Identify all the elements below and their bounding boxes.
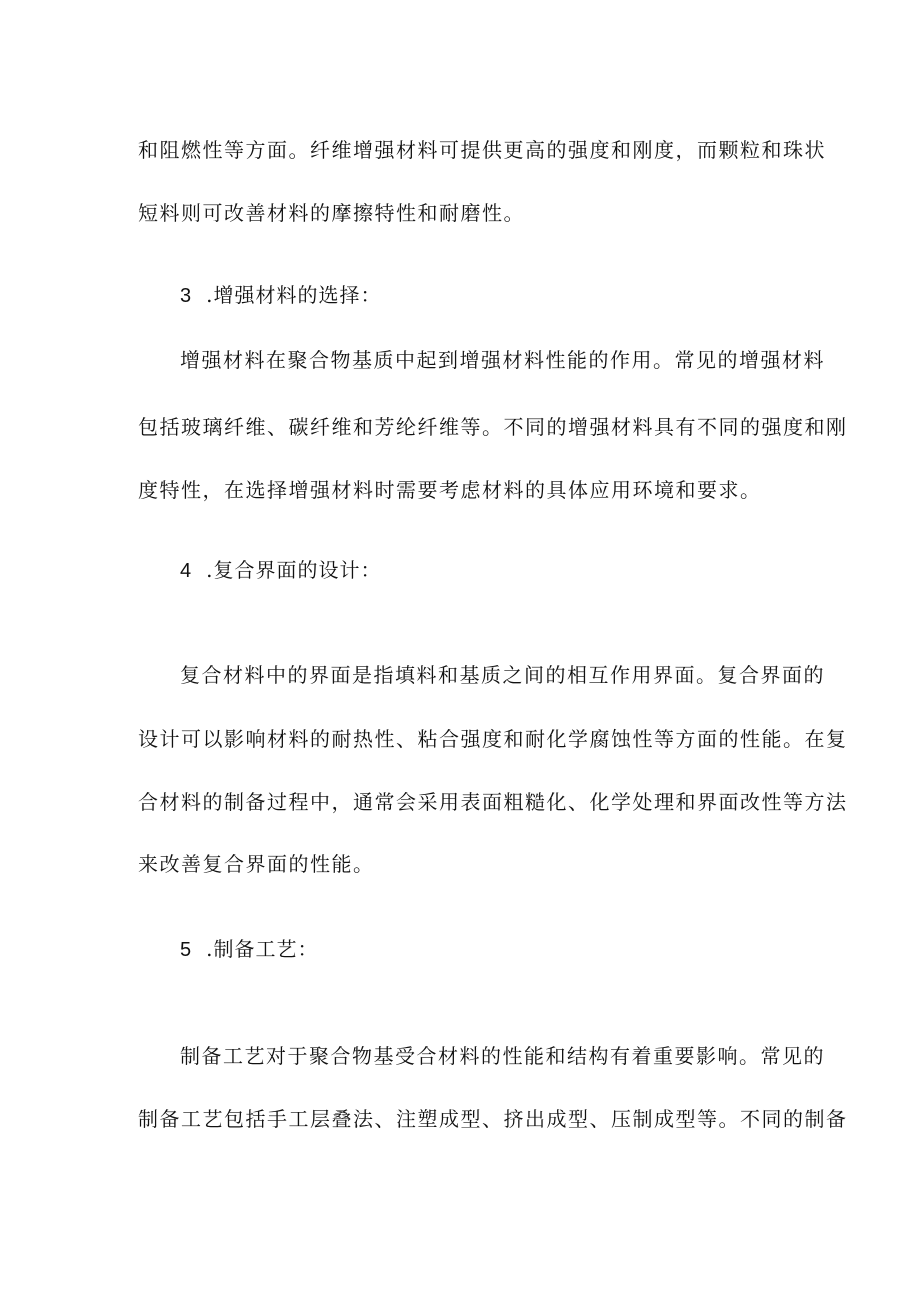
text-line: 设计可以影响材料的耐热性、粘合强度和耐化学腐蚀性等方面的性能。在复 [138, 727, 848, 751]
text-line: 和阻燃性等方面。纤维增强材料可提供更高的强度和刚度，而颗粒和珠状 [138, 138, 826, 162]
section-number: 5 [180, 939, 193, 961]
text-line: 制备工艺包括手工层叠法、注塑成型、挤出成型、压制成型等。不同的制备 [138, 1107, 848, 1131]
text-line: 制备工艺对于聚合物基受合材料的性能和结构有着重要影响。常见的 [180, 1044, 825, 1068]
section-heading-4 [180, 556, 840, 585]
section-number: 3 [180, 285, 193, 307]
section-title: .复合界面的设计： [206, 558, 382, 582]
text-line: 短料则可改善材料的摩擦特性和耐磨性。 [138, 201, 525, 225]
text-line: 包括玻璃纤维、碳纤维和芳纶纤维等。不同的增强材料具有不同的强度和刚 [138, 415, 848, 439]
text-line: 度特性，在选择增强材料时需要考虑材料的具体应用环境和要求。 [138, 478, 762, 502]
text-line: 来改善复合界面的性能。 [138, 852, 375, 876]
section-heading-3 [180, 281, 840, 310]
text-line: 增强材料在聚合物基质中起到增强材料性能的作用。常见的增强材料 [180, 348, 825, 372]
section-number: 4 [180, 560, 193, 582]
section-heading-5 [180, 935, 840, 964]
section-title: .制备工艺： [206, 937, 319, 961]
section-title: .增强材料的选择： [206, 283, 382, 307]
text-line: 复合材料中的界面是指填料和基质之间的相互作用界面。复合界面的 [180, 663, 825, 687]
text-line: 合材料的制备过程中，通常会采用表面粗糙化、化学处理和界面改性等方法 [138, 790, 848, 814]
